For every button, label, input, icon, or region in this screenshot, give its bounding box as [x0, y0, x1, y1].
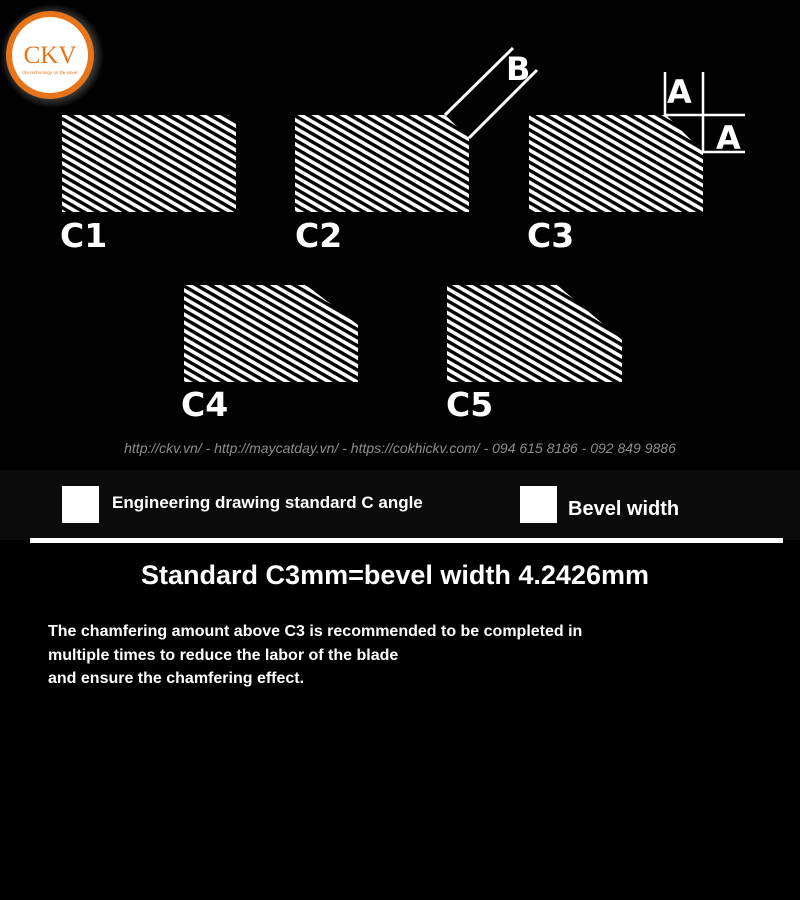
dimension-a-top-label: A	[667, 73, 692, 111]
dimension-a-side-label: A	[716, 119, 741, 157]
ckv-logo	[0, 4, 104, 108]
c2-shape	[295, 115, 469, 212]
note-line-2: multiple times to reduce the labor of the blade	[48, 646, 399, 664]
logo-tagline: ckv technology on life-saver	[22, 70, 78, 75]
c4-shape	[184, 285, 358, 382]
legend-item-1: Engineering drawing standard C angle	[112, 493, 423, 512]
legend-swatch-1	[62, 486, 99, 523]
legend-item-2: Bevel width	[568, 498, 680, 520]
c4-label: C4	[181, 385, 229, 424]
note-line-3: and ensure the chamfering effect.	[48, 670, 305, 687]
dimension-b-label: B	[506, 50, 531, 88]
c2-label: C2	[295, 216, 343, 255]
legend	[0, 470, 800, 540]
c1-shape	[62, 115, 236, 212]
note	[48, 620, 768, 691]
contact-line: http://ckv.vn/ - http://maycatday.vn/ - https://cokhickv.com/ - 094 615 8186 - 092 849 9886	[124, 440, 676, 456]
note-line-1: The chamfering amount above C3 is recommended to be completed in	[48, 623, 583, 640]
divider	[30, 538, 783, 543]
logo-brand: CKV	[23, 42, 77, 69]
legend-swatch-2	[520, 486, 557, 523]
c5-shape	[447, 285, 622, 382]
c3-label: C3	[527, 216, 575, 255]
headline: Standard C3mm=bevel width 4.2426mm	[141, 560, 649, 590]
c1-label: C1	[60, 216, 108, 255]
c5-label: C5	[446, 385, 494, 424]
c3-shape	[529, 115, 703, 212]
